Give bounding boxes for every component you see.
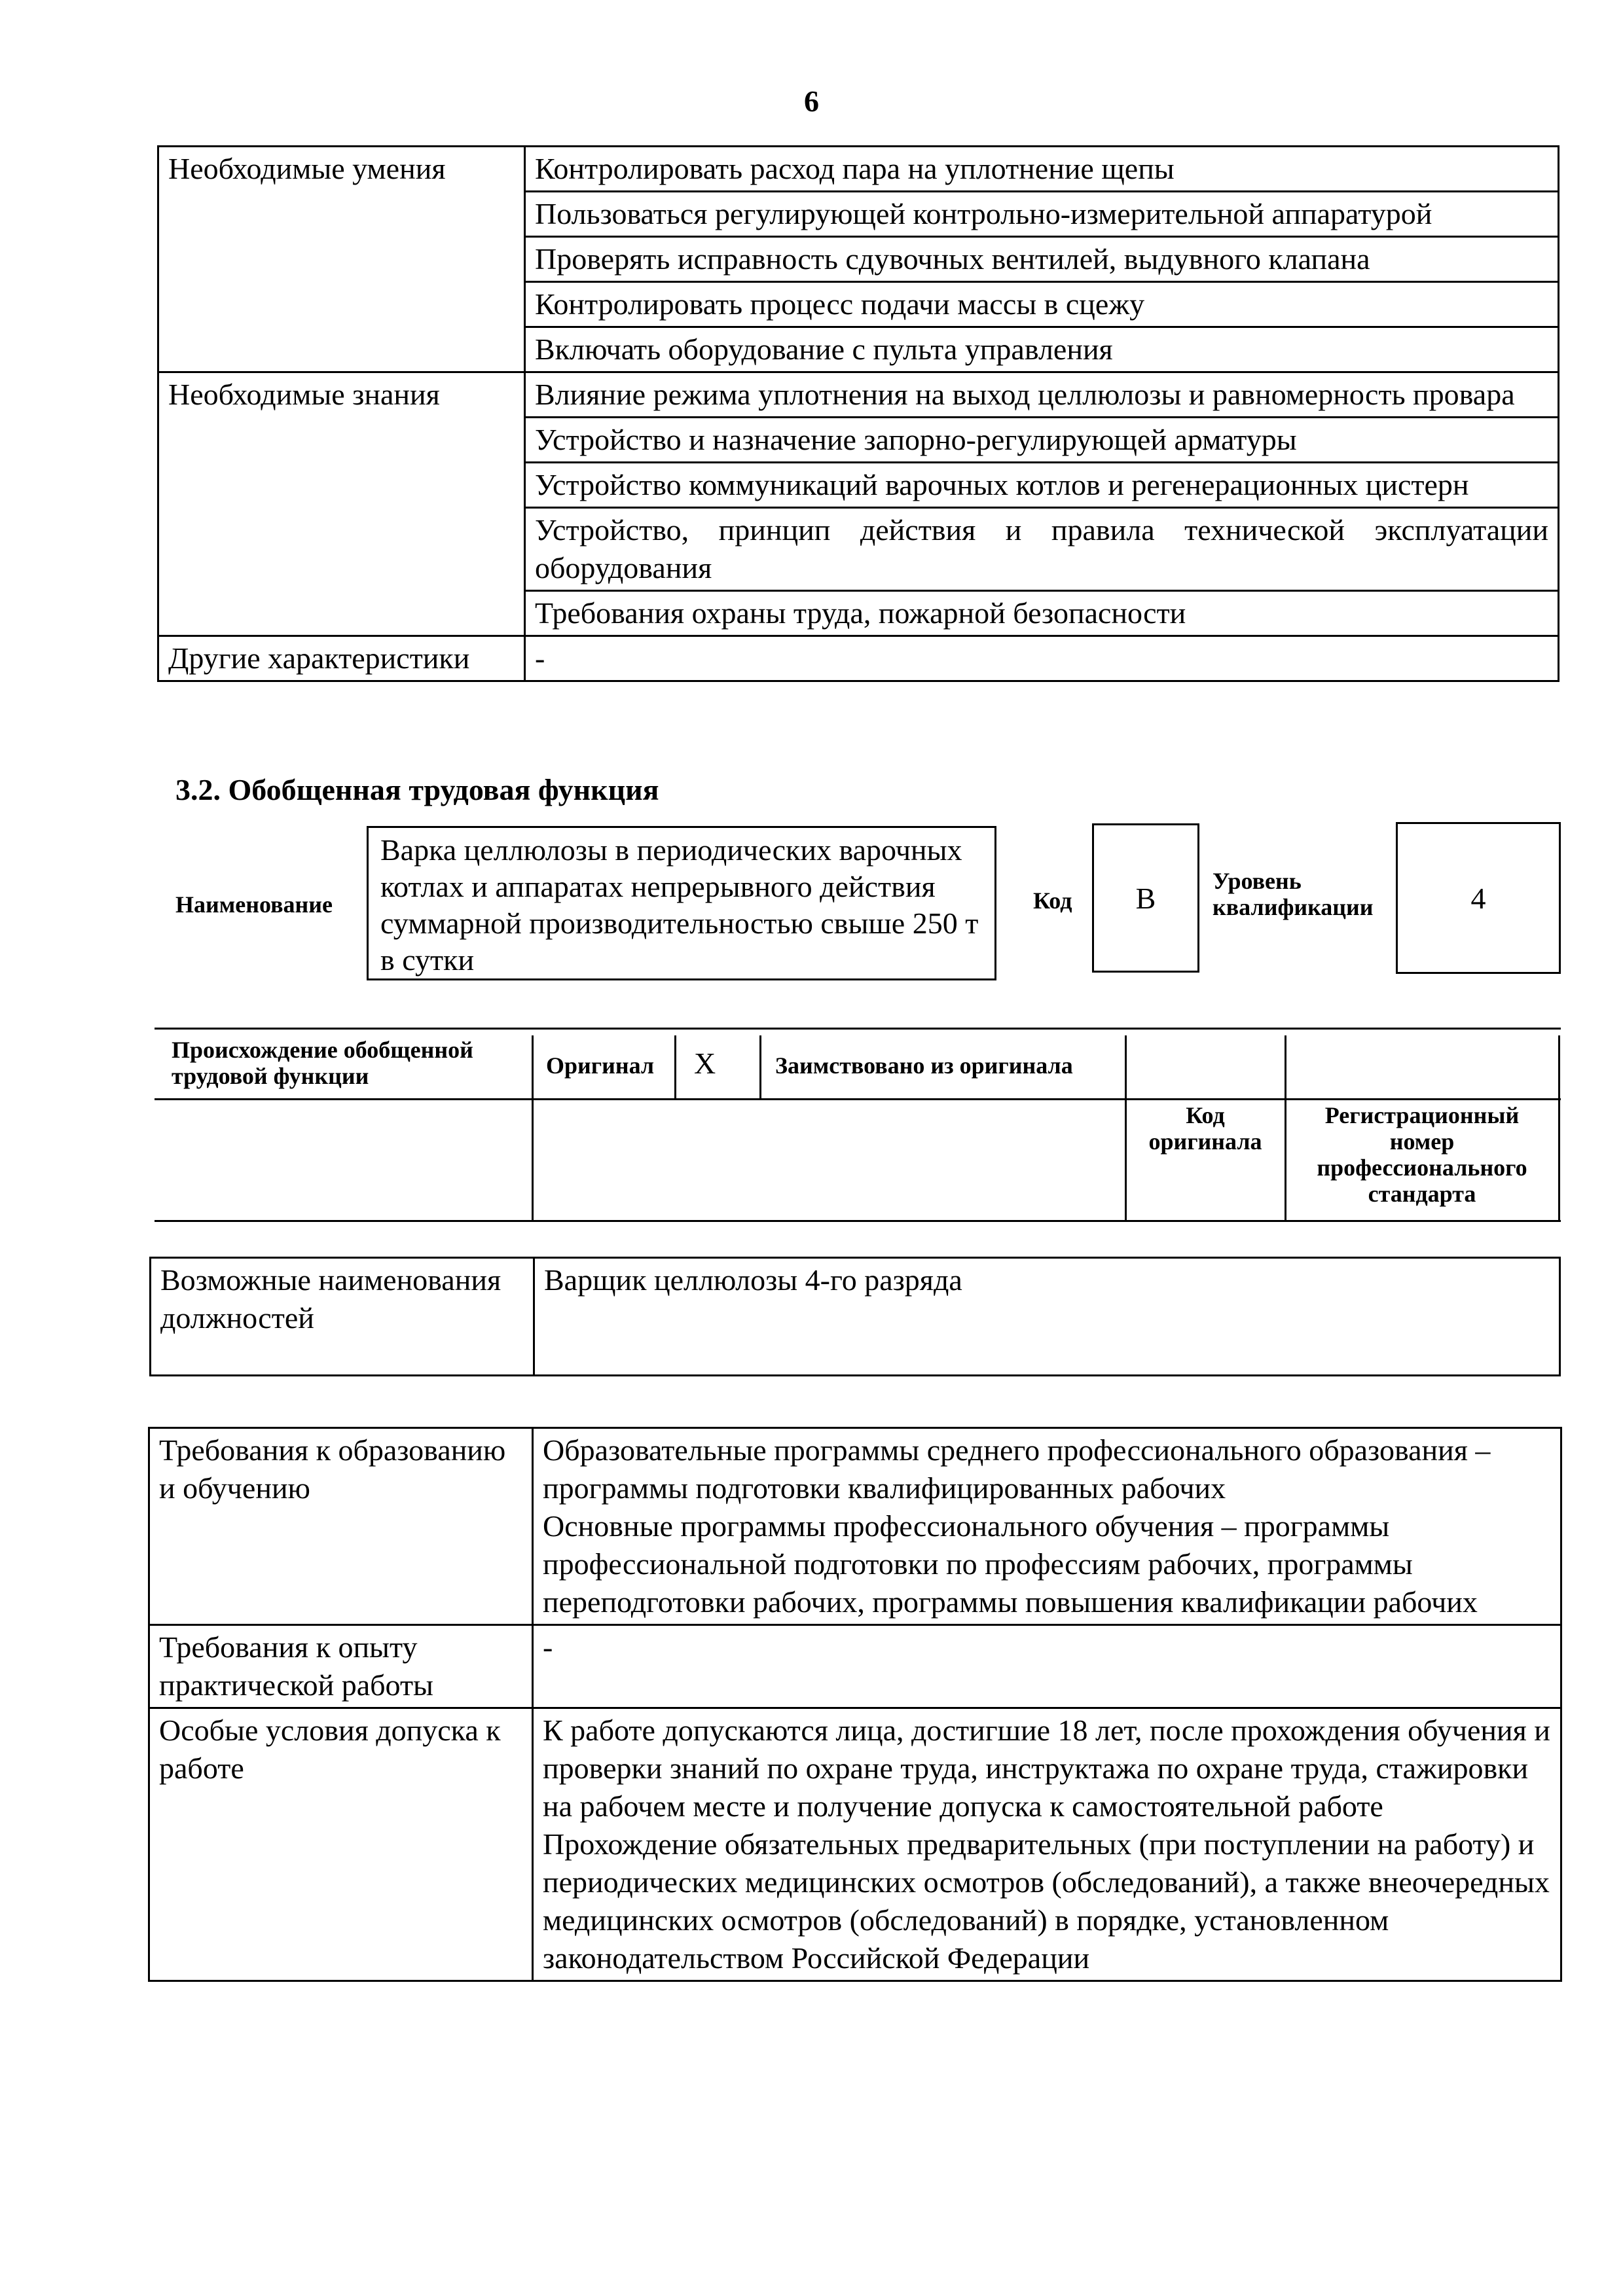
education-value xyxy=(533,1428,1561,1625)
knowledge-item: Устройство и назначение запорно-регулирующей арматуры xyxy=(525,418,1559,463)
requirement-line: Прохождение обязательных предварительных (при поступлении на работу) и периодических медицинских осмотров (обследований), а также внеочередных медицинских осмотров (обследований) в порядке, установленном законодательством Российской Федерации xyxy=(543,1827,1550,1975)
knowledge-item: Устройство, принцип действия и правила технической эксплуатации оборудования xyxy=(525,508,1559,591)
name-label: Наименование xyxy=(175,891,333,918)
other-label: Другие характеристики xyxy=(158,636,525,681)
experience-label: Требования к опыту практической работы xyxy=(149,1625,533,1708)
code-original-label: Код оригинала xyxy=(1148,1102,1262,1155)
origin-bottom-line xyxy=(155,1220,1561,1222)
code-box xyxy=(1092,823,1199,973)
skills-knowledge-table xyxy=(157,145,1559,682)
origin-divider xyxy=(532,1035,534,1220)
code-label: Код xyxy=(1033,888,1072,914)
skill-item: Пользоваться регулирующей контрольно-измерительной аппаратурой xyxy=(525,192,1559,237)
level-value: 4 xyxy=(1470,881,1486,915)
original-label: Оригинал xyxy=(546,1052,655,1079)
skill-item: Включать оборудование с пульта управления xyxy=(525,327,1559,372)
reg-number-label: Регистрационный номер профессионального стандарта xyxy=(1317,1102,1527,1207)
origin-divider xyxy=(674,1035,676,1098)
origin-label: Происхождение обобщенной трудовой функции xyxy=(172,1037,473,1089)
origin-mid-line xyxy=(155,1098,1561,1100)
origin-divider xyxy=(1125,1035,1127,1220)
origin-divider xyxy=(1285,1035,1286,1220)
experience-value xyxy=(533,1625,1561,1708)
knowledge-label: Необходимые знания xyxy=(158,372,525,636)
positions-value: Варщик целлюлозы 4-го разряда xyxy=(534,1258,1560,1376)
knowledge-item: Устройство коммуникаций варочных котлов и регенерационных цистерн xyxy=(525,463,1559,508)
name-value: Варка целлюлозы в периодических варочных котлах и аппаратах непрерывного действия суммарной производительностью свыше 250 т в сутки xyxy=(380,833,979,977)
education-label: Требования к образованию и обучению xyxy=(149,1428,533,1625)
skill-item: Контролировать расход пара на уплотнение щепы xyxy=(525,147,1559,192)
origin-top-line xyxy=(155,1028,1561,1030)
knowledge-item: Требования охраны труда, пожарной безопасности xyxy=(525,591,1559,636)
admission-value xyxy=(533,1708,1561,1981)
requirement-line: - xyxy=(543,1630,553,1664)
original-mark: Х xyxy=(694,1047,716,1080)
code-value: В xyxy=(1135,881,1156,915)
section-heading: 3.2. Обобщенная трудовая функция xyxy=(175,773,659,806)
level-box xyxy=(1396,822,1561,974)
admission-label: Особые условия допуска к работе xyxy=(149,1708,533,1981)
skill-item: Проверять исправность сдувочных вентилей, выдувного клапана xyxy=(525,237,1559,282)
requirement-line: Основные программы профессионального обучения – программы профессиональной подготовки по профессиям рабочих, программы переподготовки рабочих, программы повышения квалификации рабочих xyxy=(543,1509,1478,1619)
positions-label: Возможные наименования должностей xyxy=(151,1258,534,1376)
borrowed-label: Заимствовано из оригинала xyxy=(775,1052,1073,1079)
origin-divider xyxy=(1558,1035,1560,1220)
requirements-table xyxy=(148,1427,1562,1982)
positions-table xyxy=(149,1257,1561,1376)
skill-item: Контролировать процесс подачи массы в сцежу xyxy=(525,282,1559,327)
origin-divider xyxy=(759,1035,761,1098)
page-number: 6 xyxy=(804,84,819,118)
skills-label: Необходимые умения xyxy=(158,147,525,372)
knowledge-item: Влияние режима уплотнения на выход целлюлозы и равномерность провара xyxy=(525,372,1559,418)
requirement-line: Образовательные программы среднего профессионального образования – программы подготовки квалифицированных рабочих xyxy=(543,1433,1491,1505)
other-value: - xyxy=(525,636,1559,681)
requirement-line: К работе допускаются лица, достигшие 18 лет, после прохождения обучения и проверки знаний по охране труда, инструктажа по охране труда, стажировки на рабочем месте и получение допуска к самостоятельной работе xyxy=(543,1713,1550,1823)
level-label: Уровень квалификации xyxy=(1213,868,1374,920)
name-box xyxy=(367,826,996,980)
